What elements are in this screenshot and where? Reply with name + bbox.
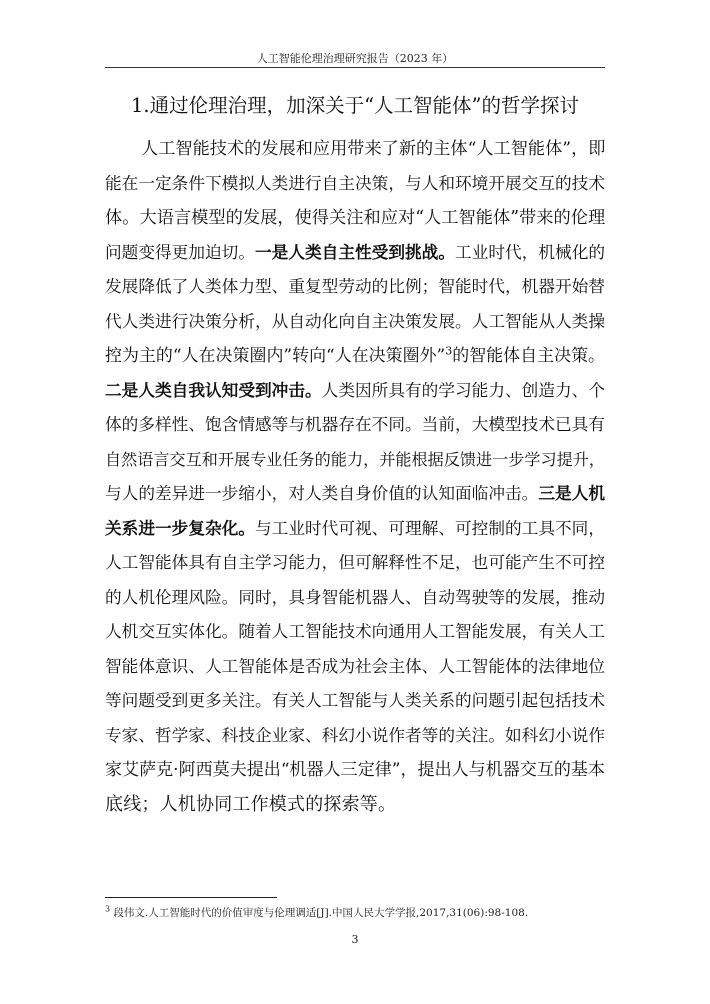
paragraph-line	[105, 204, 605, 239]
text-run: 工业时代，机械化的	[455, 242, 606, 262]
page-number: 3	[351, 933, 359, 946]
paragraph-line	[105, 411, 605, 446]
footnote-marker: 3	[105, 904, 111, 914]
paragraph-line-last	[105, 791, 605, 826]
paragraph-line	[105, 756, 605, 791]
text-run: 控为主的“人在决策圈内”转向“人在决策圈外”	[105, 346, 446, 366]
text-run: 问题变得更加迫切。	[105, 242, 256, 262]
footnote-text: 段伟文.人工智能时代的价值审度与伦理调适[J].中国人民大学学报,2017,31(06):98-108.	[113, 907, 529, 919]
paragraph-line	[105, 722, 605, 757]
text-run: 代人类进行决策分析，从自动化向自主决策发展。人工智能从人类操	[105, 311, 605, 331]
paragraph-line	[105, 653, 605, 688]
text-run: 的人机伦理风险。同时，具身智能机器人、自动驾驶等的发展，推动	[105, 587, 605, 607]
text-run: 与人的差异进一步缩小，对人类自身价值的认知面临冲击。	[105, 484, 539, 503]
emphasis-point-three-cont: 关系进一步复杂化。	[105, 518, 256, 538]
paragraph-line	[105, 273, 605, 308]
emphasis-point-three: 三是人机	[538, 484, 606, 503]
header-divider	[105, 67, 605, 68]
text-run: 人工智能体具有自主学习能力，但可解释性不足，也可能产生不可控	[105, 553, 605, 572]
paragraph-line	[105, 480, 605, 515]
footnote-divider	[105, 897, 277, 898]
text-run: 等问题受到更多关注。有关人工智能与人类关系的问题引起包括技术	[105, 691, 605, 710]
text-run: 人工智能技术的发展和应用带来了新的主体“人工智能体”，即	[141, 139, 606, 159]
text-run: 体的多样性、饱含情感等与机器存在不同。当前，大模型技术已具有	[105, 415, 605, 434]
text-run: 能在一定条件下模拟人类进行自主决策，与人和环境开展交互的技术	[105, 173, 605, 193]
paragraph-line	[105, 239, 605, 274]
text-run: 专家、哲学家、科技企业家、科幻小说作者等的关注。如科幻小说作	[105, 725, 605, 745]
text-run: 发展降低了人类体力型、重复型劳动的比例；智能时代，机器开始替	[105, 277, 605, 296]
text-run: 家艾萨克·阿西莫夫提出“机器人三定律”，提出人与机器交互的基本	[105, 760, 605, 780]
text-run: 人类因所具有的学习能力、创造力、个	[321, 380, 605, 400]
text-run: 自然语言交互和开展专业任务的能力，并能根据反馈进一步学习提升，	[105, 449, 605, 469]
paragraph-line	[105, 584, 605, 619]
paragraph-line	[105, 515, 605, 550]
emphasis-point-one: 一是人类自主性受到挑战。	[255, 242, 456, 262]
paragraph-line	[105, 446, 605, 481]
paragraph-line	[105, 377, 605, 412]
footnote-reference[interactable]: 3	[445, 344, 453, 358]
text-run: 底线；人机协同工作模式的探索等。	[105, 793, 397, 815]
text-run: 人机交互实体化。随着人工智能技术向通用人工智能发展，有关人工	[105, 622, 605, 641]
text-run: 智能体意识、人工智能体是否成为社会主体、人工智能体的法律地位	[105, 656, 605, 676]
paragraph-line	[105, 618, 605, 653]
paragraph-line	[105, 135, 605, 170]
emphasis-point-two: 二是人类自我认知受到冲击。	[105, 380, 322, 400]
text-run: 体。大语言模型的发展，使得关注和应对“人工智能体”带来的伦理	[105, 208, 606, 228]
paragraph-line	[105, 687, 605, 722]
text-run: 与工业时代可视、可理解、可控制的工具不同，	[255, 518, 606, 538]
paragraph-line	[105, 170, 605, 205]
body-paragraph	[105, 135, 605, 825]
running-header: 人工智能伦理治理研究报告（2023 年）	[256, 52, 454, 65]
paragraph-line	[105, 549, 605, 584]
footnote	[105, 905, 605, 920]
text-run: 的智能体自主决策。	[452, 346, 606, 366]
paragraph-line	[105, 342, 605, 377]
paragraph-line	[105, 308, 605, 343]
section-heading: 1.通过伦理治理，加深关于“人工智能体”的哲学探讨	[130, 94, 580, 117]
